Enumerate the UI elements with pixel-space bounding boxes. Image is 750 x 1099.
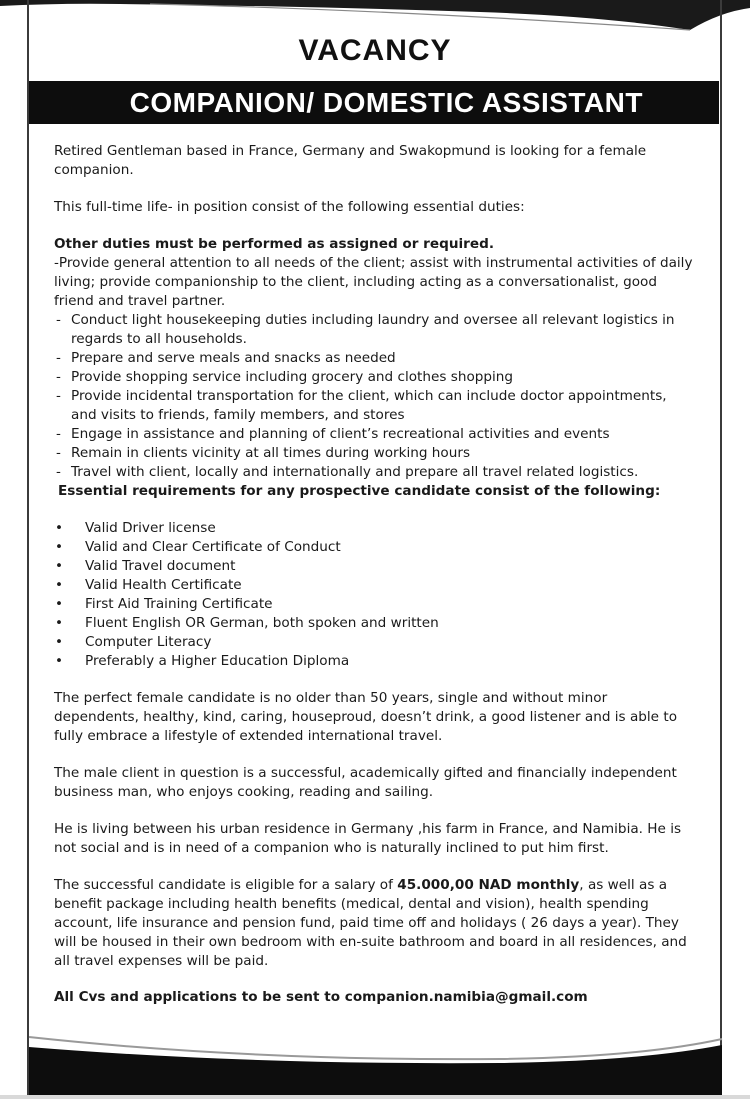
- requirement-item: • First Aid Training Certificate: [54, 595, 694, 614]
- title-banner: [29, 81, 719, 124]
- duties-heading: Other duties must be performed as assigned or required.: [54, 236, 494, 252]
- left-frame-line: [27, 0, 29, 1099]
- requirement-item: • Preferably a Higher Education Diploma: [54, 652, 694, 671]
- duty-item: - Prepare and serve meals and snacks as needed: [54, 349, 694, 368]
- salary-amount: 45.000,00 NAD monthly: [397, 877, 580, 893]
- residence-paragraph: He is living between his urban residence in Germany ,his farm in France, and Namibia. He is not social and is in need of a companion who is naturally inclined to put him first.: [54, 821, 682, 856]
- requirement-item: • Fluent English OR German, both spoken and written: [54, 614, 694, 633]
- requirement-item: • Valid Travel document: [54, 557, 694, 576]
- candidate-paragraph: The perfect female candidate is no older than 50 years, single and without minor dependents, healthy, kind, caring, houseproud, doesn’t drink, a good listener and is able to fully embrace a lifestyle of extended international travel.: [54, 690, 678, 744]
- bottom-swoosh-decoration: [0, 999, 750, 1099]
- duty-item: - Provide shopping service including grocery and clothes shopping: [54, 368, 694, 387]
- salary-text-after: , as well as a benefit package including health benefits (medical, dental and vision), health spending account, life insurance and pension fund, paid time off and holidays ( 26 days a year). They will be housed in their own bedroom with en-suite bathroom and board in all residences, and all travel expenses will be paid.: [54, 877, 687, 969]
- duty-item: - Remain in clients vicinity at all times during working hours: [54, 444, 694, 463]
- duty-item: - Provide incidental transportation for the client, which can include doctor appointments, and visits to friends, family members, and stores: [54, 387, 694, 425]
- duty-item: - Conduct light housekeeping duties including laundry and oversee all relevant logistics in regards to all households.: [54, 311, 694, 349]
- duties-intro: This full-time life- in position consist of the following essential duties:: [54, 199, 525, 215]
- requirements-heading: Essential requirements for any prospective candidate consist of the following:: [58, 483, 661, 499]
- requirement-item: • Valid and Clear Certificate of Conduct: [54, 538, 694, 557]
- intro-paragraph: Retired Gentleman based in France, Germany and Swakopmund is looking for a female companion.: [54, 143, 647, 178]
- salary-text-before: The successful candidate is eligible for a salary of: [54, 877, 398, 893]
- banner-title: COMPANION/ DOMESTIC ASSISTANT: [129, 86, 643, 118]
- contact-line: All Cvs and applications to be sent to companion.namibia@gmail.com: [54, 989, 588, 1005]
- duties-list: [54, 311, 694, 482]
- right-frame-line: [720, 0, 722, 1060]
- requirement-item: • Valid Health Certificate: [54, 576, 694, 595]
- duty-item: - Travel with client, locally and internationally and prepare all travel related logistics.: [54, 463, 694, 482]
- salary-paragraph: [54, 876, 694, 971]
- page-title: VACANCY: [298, 34, 452, 67]
- requirements-list: [54, 519, 694, 671]
- duty-item: - Engage in assistance and planning of client’s recreational activities and events: [54, 425, 694, 444]
- requirement-item: • Valid Driver license: [54, 519, 694, 538]
- requirement-item: • Computer Literacy: [54, 633, 694, 652]
- document-body: [54, 142, 694, 1007]
- client-paragraph: The male client in question is a successful, academically gifted and financially independent business man, who enjoys cooking, reading and sailing.: [54, 765, 677, 800]
- duties-lead: -Provide general attention to all needs of the client; assist with instrumental activities of daily living; provide companionship to the client, including acting as a conversationalist, good friend and travel partner.: [54, 255, 693, 309]
